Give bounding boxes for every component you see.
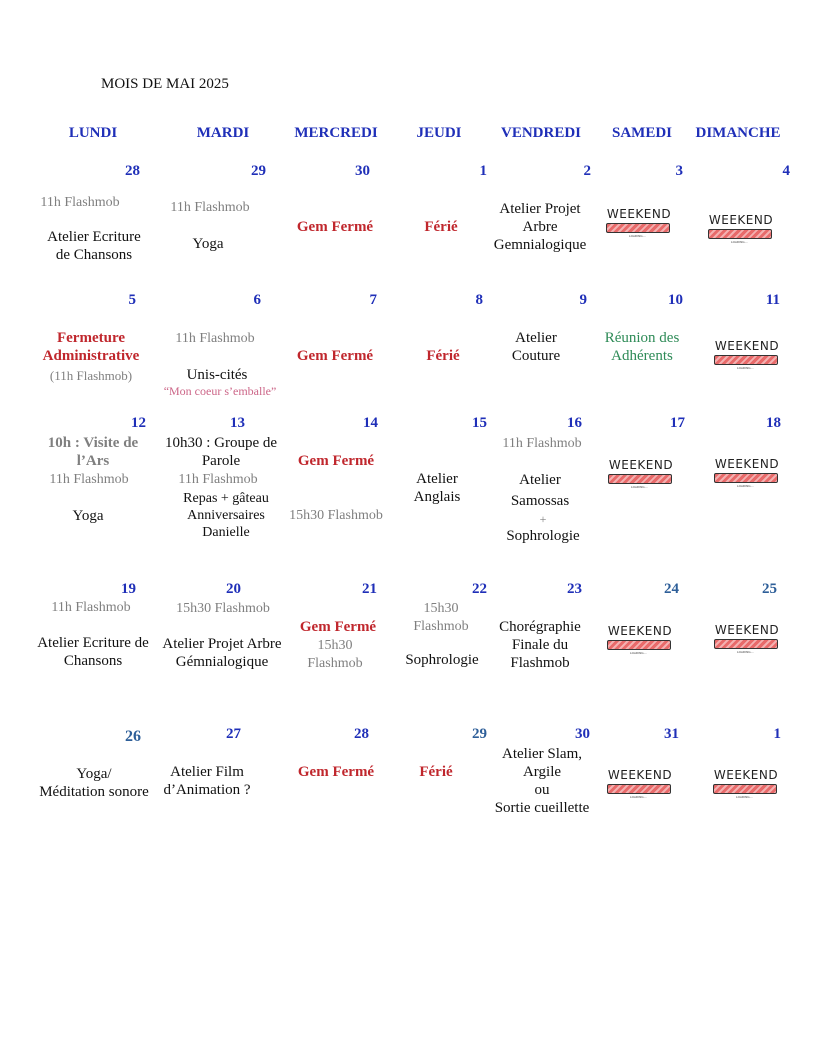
weekend-loading-icon: WEEKEND LOADING... [713, 768, 779, 799]
day-number: 22 [472, 581, 487, 597]
event-gem-ferme: Gem Fermé [297, 453, 375, 469]
event-unis-cites: Unis-cités [186, 367, 248, 383]
day-number: 4 [782, 163, 790, 179]
day-number: 11 [765, 292, 780, 308]
day-number: 14 [363, 415, 378, 431]
day-number: 31 [664, 726, 679, 742]
weekend-loading-icon: WEEKEND LOADING... [608, 458, 674, 489]
event-atelier-couture: Atelier Couture [511, 330, 561, 364]
event-reunion-adherents: Réunion des Adhérents [604, 330, 680, 364]
day-number: 17 [670, 415, 685, 431]
weekend-loading-icon: WEEKEND LOADING... [714, 623, 780, 654]
event-gem-ferme: Gem Fermé [296, 348, 374, 364]
day-number: 24 [664, 581, 679, 597]
day-number: 20 [226, 581, 241, 597]
event-visite-ars: 10h : Visite de l’Ars [47, 435, 139, 469]
day-number: 2 [583, 163, 591, 179]
day-number: 28 [125, 163, 140, 179]
day-number: 26 [125, 728, 141, 745]
event-flashmob: 11h Flashmob [175, 331, 255, 346]
event-atelier-samossas: Atelier Samossas [510, 472, 570, 509]
event-flashmob: 15h30 Flashmob [413, 601, 469, 634]
day-number: 30 [575, 726, 590, 742]
event-flashmob: 11h Flashmob [170, 200, 250, 215]
event-gem-ferme: Gem Fermé [299, 619, 377, 635]
day-number: 12 [131, 415, 146, 431]
day-number: 19 [121, 581, 136, 597]
day-number: 28 [354, 726, 369, 742]
event-yoga: Yoga [72, 508, 104, 524]
header-dimanche: DIMANCHE [695, 125, 781, 141]
event-atelier-slam: Atelier Slam, Argile ou Sortie cueillette [494, 746, 590, 816]
event-flashmob: 11h Flashmob [51, 600, 131, 615]
event-flashmob: (11h Flashmob) [49, 368, 133, 383]
event-unis-cites-subtitle: “Mon coeur s’emballe” [163, 384, 277, 398]
event-atelier-projet-arbre: Atelier Projet Arbre Gemnialogique [493, 201, 587, 253]
weekend-loading-icon: WEEKEND LOADING... [607, 624, 673, 655]
day-number: 7 [369, 292, 377, 308]
header-jeudi: JEUDI [416, 125, 462, 141]
weekend-loading-icon: WEEKEND LOADING... [708, 213, 774, 244]
event-ferie: Férié [419, 764, 453, 780]
event-ferie: Férié [426, 348, 460, 364]
event-atelier-film: Atelier Film d’Animation ? [163, 764, 251, 798]
event-flashmob: 15h30 Flashmob [307, 638, 363, 671]
event-yoga: Yoga [192, 236, 224, 252]
event-flashmob: 11h Flashmob [40, 195, 120, 210]
day-number: 21 [362, 581, 377, 597]
event-sophrologie: Sophrologie [405, 652, 479, 668]
header-vendredi: VENDREDI [500, 125, 581, 141]
event-flashmob: 11h Flashmob [502, 436, 582, 451]
weekend-loading-icon: WEEKEND LOADING... [607, 768, 673, 799]
day-number: 1 [479, 163, 487, 179]
day-number: 27 [226, 726, 241, 742]
day-number: 25 [762, 581, 777, 597]
event-repas-anniversaires: Repas + gâteau Anniversaires Danielle [183, 491, 269, 540]
day-number: 29 [251, 163, 266, 179]
event-atelier-ecriture: Atelier Ecriture de Chansons [37, 635, 149, 669]
day-number: 29 [472, 726, 487, 742]
header-mercredi: MERCREDI [294, 125, 378, 141]
event-flashmob: 11h Flashmob [178, 472, 258, 487]
day-number: 15 [472, 415, 487, 431]
event-atelier-anglais: Atelier Anglais [413, 471, 461, 505]
event-flashmob: 15h30 Flashmob [176, 601, 270, 616]
day-number: 10 [668, 292, 683, 308]
page-title: MOIS DE MAI 2025 [101, 76, 229, 92]
day-number: 5 [128, 292, 136, 308]
day-number: 6 [253, 292, 261, 308]
event-atelier-projet-arbre: Atelier Projet Arbre Gémnialogique [162, 636, 282, 670]
day-number: 9 [579, 292, 587, 308]
day-number: 13 [230, 415, 245, 431]
event-flashmob: 11h Flashmob [49, 472, 129, 487]
event-fermeture-administrative: Fermeture Administrative [42, 330, 140, 364]
event-ferie: Férié [424, 219, 458, 235]
header-samedi: SAMEDI [611, 125, 672, 141]
day-number: 3 [675, 163, 683, 179]
event-gem-ferme: Gem Fermé [297, 764, 375, 780]
day-number: 30 [355, 163, 370, 179]
event-choregraphie-finale: Chorégraphie Finale du Flashmob [499, 619, 581, 671]
event-gem-ferme: Gem Fermé [296, 219, 374, 235]
event-plus: + [539, 512, 547, 526]
event-flashmob: 15h30 Flashmob [289, 508, 383, 523]
day-number: 23 [567, 581, 582, 597]
day-number: 18 [766, 415, 781, 431]
weekend-loading-icon: WEEKEND LOADING... [606, 207, 672, 238]
event-atelier-ecriture: Atelier Ecriture de Chansons [47, 229, 141, 263]
event-sophrologie: Sophrologie [506, 528, 580, 544]
day-number: 16 [567, 415, 582, 431]
event-yoga-meditation: Yoga/ Méditation sonore [39, 766, 149, 800]
header-mardi: MARDI [196, 125, 250, 141]
weekend-loading-icon: WEEKEND LOADING... [714, 339, 780, 370]
weekend-loading-icon: WEEKEND LOADING... [714, 457, 780, 488]
header-lundi: LUNDI [68, 125, 118, 141]
day-number: 1 [773, 726, 781, 742]
day-number: 8 [475, 292, 483, 308]
event-groupe-parole: 10h30 : Groupe de Parole [164, 435, 278, 469]
